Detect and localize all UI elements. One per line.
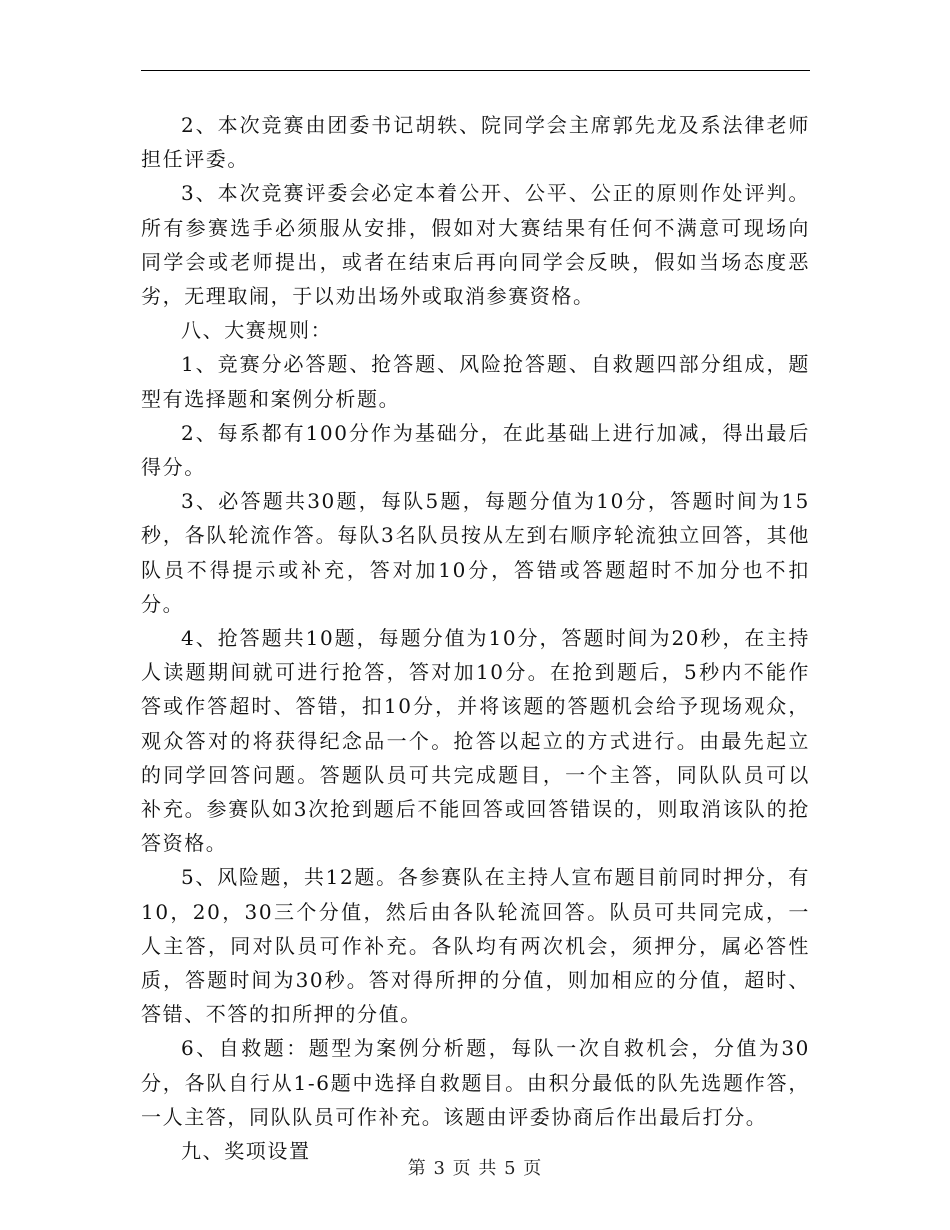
paragraph-rule-2: 2、每系都有100分作为基础分，在此基础上进行加减，得出最后得分。 <box>141 420 810 480</box>
page-number: 第 3 页 共 5 页 <box>407 1158 543 1179</box>
section-heading-awards: 九、奖项设置 <box>181 1139 311 1164</box>
paragraph-rule-3: 3、必答题共30题，每队5题，每题分值为10分，答题时间为15秒，各队轮流作答。每队3名队员按从左到右顺序轮流独立回答，其他队员不得提示或补充，答对加10分，答错或答题超时不加分也不扣分。 <box>141 489 810 616</box>
paragraph-judging-principles: 3、本次竞赛评委会必定本着公开、公平、公正的原则作处评判。所有参赛选手必须服从安排，假如对大赛结果有任何不满意可现场向同学会或老师提出，或者在结束后再向同学会反映，假如当场态度恶劣，无理取闹，于以劝出场外或取消参赛资格。 <box>141 181 810 309</box>
section-heading-rules: 八、大赛规则： <box>181 318 333 343</box>
paragraph-rule-1: 1、竞赛分必答题、抢答题、风险抢答题、自救题四部分组成，题型有选择题和案例分析题。 <box>141 352 810 411</box>
header-rule <box>141 70 810 71</box>
paragraph-judges: 2、本次竞赛由团委书记胡轶、院同学会主席郭先龙及系法律老师担任评委。 <box>141 113 810 172</box>
document-body <box>141 108 810 1168</box>
paragraph-rule-5: 5、风险题，共12题。各参赛队在主持人宣布题目前同时押分，有10，20，30三个分值，然后由各队轮流回答。队员可共同完成，一人主答，同对队员可作补充。各队均有两次机会，须押分，属必答性质，答题时间为30秒。答对得所押的分值，则加相应的分值，超时、答错、不答的扣所押的分值。 <box>141 865 810 1027</box>
paragraph-rule-4: 4、抢答题共10题，每题分值为10分，答题时间为20秒，在主持人读题期间就可进行抢答，答对加10分。在抢到题后，5秒内不能作答或作答超时、答错，扣10分，并将该题的答题机会给予现场观众，观众答对的将获得纪念品一个。抢答以起立的方式进行。由最先起立的同学回答问题。答题队员可共完成题目，一个主答，同队队员可以补充。参赛队如3次抢到题后不能回答或回答错误的，则取消该队的抢答资格。 <box>141 626 810 856</box>
paragraph-rule-6: 6、自救题：题型为案例分析题，每队一次自救机会，分值为30分，各队自行从1-6题中选择自救题目。由积分最低的队先选题作答，一人主答，同队队员可作补充。该题由评委协商后作出最后打分。 <box>141 1036 810 1129</box>
